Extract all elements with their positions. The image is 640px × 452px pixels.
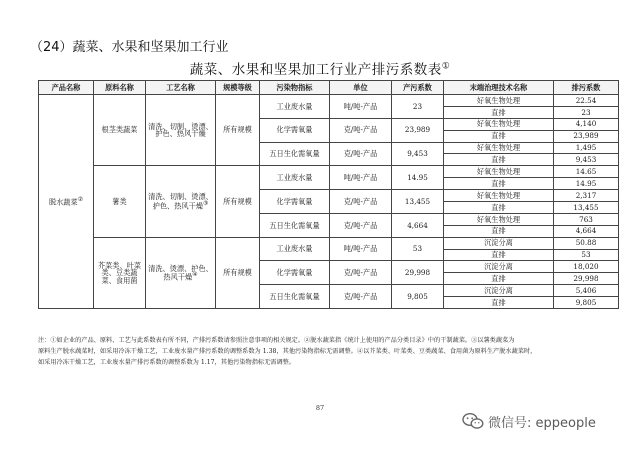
treatment-tech-cell: 直排	[444, 178, 554, 190]
table-body	[39, 95, 619, 309]
scale-cell: 所有规模	[216, 237, 260, 308]
unit-cell: 克/吨-产品	[330, 142, 392, 166]
header-row	[39, 81, 619, 95]
treatment-tech-cell: 好氧生物处理	[444, 166, 554, 178]
col-header-material: 原料名称	[94, 81, 146, 95]
col-header-scale: 规模等级	[216, 81, 260, 95]
discharge-coef-cell: 23	[554, 106, 619, 118]
table-title-text: 蔬菜、水果和坚果加工行业产排污系数表	[189, 62, 442, 78]
pollutant-cell: 化学需氧量	[260, 118, 330, 142]
treatment-tech-cell: 直排	[444, 130, 554, 142]
process-cell	[146, 95, 216, 166]
pollutant-cell: 化学需氧量	[260, 261, 330, 285]
treatment-tech-cell: 沉淀分离	[444, 261, 554, 273]
scale-cell: 所有规模	[216, 166, 260, 237]
generation-coef-cell: 23,989	[392, 118, 444, 142]
scale-cell: 所有规模	[216, 95, 260, 166]
process-cell	[146, 166, 216, 237]
discharge-coef-cell: 23,989	[554, 130, 619, 142]
discharge-coef-cell: 22.54	[554, 95, 619, 107]
treatment-tech-cell: 直排	[444, 297, 554, 309]
table-title	[0, 58, 640, 78]
treatment-tech-cell: 沉淀分离	[444, 285, 554, 297]
product-name-cell-text: 脱水蔬菜	[48, 197, 78, 207]
unit-cell: 克/吨-产品	[330, 285, 392, 309]
discharge-coef-cell: 13,455	[554, 202, 619, 214]
discharge-coef-cell: 9,805	[554, 297, 619, 309]
page-number: 87	[315, 404, 325, 412]
generation-coef-cell: 29,998	[392, 261, 444, 285]
table-row	[39, 166, 619, 178]
treatment-tech-cell: 直排	[444, 273, 554, 285]
emission-coefficient-table	[38, 80, 619, 309]
table-title-footnote-mark: ①	[441, 61, 451, 72]
discharge-coef-cell: 1,495	[554, 142, 619, 154]
discharge-coef-cell: 14.95	[554, 178, 619, 190]
treatment-tech-cell: 直排	[444, 249, 554, 261]
generation-coef-cell: 23	[392, 95, 444, 119]
treatment-tech-cell: 好氧生物处理	[444, 213, 554, 225]
unit-cell: 吨/吨-产品	[330, 166, 392, 190]
footnote-line: 注：①如企业的产品、原料、工艺与此系数表有所不同，产排污系数请参照注意事项的相关规定。②脱水蔬菜指《统计上使用的产品分类目录》中的干制蔬菜。③以薯类蔬菜为	[38, 337, 515, 344]
pollutant-cell: 五日生化需氧量	[260, 142, 330, 166]
discharge-coef-cell: 9,453	[554, 154, 619, 166]
pollutant-cell: 五日生化需氧量	[260, 285, 330, 309]
footnote-line: 原料生产脱水蔬菜时，如采用冷冻干燥工艺，工业废水量产排污系数的调整系数为 1.38，其他污染物指标无需调整。④以芥菜类、叶菜类、豆类蔬菜、食用菌为原料生产脱水蔬菜时，	[38, 348, 537, 355]
pollutant-cell: 工业废水量	[260, 166, 330, 190]
table-row	[39, 237, 619, 249]
unit-cell: 克/吨-产品	[330, 118, 392, 142]
discharge-coef-cell: 5,406	[554, 285, 619, 297]
discharge-coef-cell: 14.65	[554, 166, 619, 178]
treatment-tech-cell: 好氧生物处理	[444, 95, 554, 107]
treatment-tech-cell: 直排	[444, 106, 554, 118]
col-header-unit: 单位	[330, 81, 392, 95]
generation-coef-cell: 14.95	[392, 166, 444, 190]
treatment-tech-cell: 直排	[444, 202, 554, 214]
col-header-pollutant: 污染物指标	[260, 81, 330, 95]
process-cell	[146, 237, 216, 308]
treatment-tech-cell: 直排	[444, 154, 554, 166]
generation-coef-cell: 9,805	[392, 285, 444, 309]
unit-cell: 吨/吨-产品	[330, 95, 392, 119]
col-header-generation-coef: 产污系数	[392, 81, 444, 95]
generation-coef-cell: 9,453	[392, 142, 444, 166]
footnote-mark: ④	[192, 271, 198, 279]
discharge-coef-cell: 53	[554, 249, 619, 261]
pollutant-cell: 工业废水量	[260, 237, 330, 261]
col-header-discharge-coef: 排污系数	[554, 81, 619, 95]
pollutant-cell: 五日生化需氧量	[260, 213, 330, 237]
col-header-treatment-tech: 末端治理技术名称	[444, 81, 554, 95]
unit-cell: 吨/吨-产品	[330, 237, 392, 261]
process-cell-text: 清洗、切制、烫漂、护色、热风干燥	[148, 192, 213, 211]
footnotes	[38, 335, 623, 368]
col-header-process: 工艺名称	[146, 81, 216, 95]
discharge-coef-cell: 763	[554, 213, 619, 225]
footnote-line: 如采用冷冻干燥工艺，工业废水量产排污系数的调整系数为 1.17，其他污染物指标无需调整。	[38, 359, 296, 366]
pollutant-cell: 化学需氧量	[260, 190, 330, 214]
treatment-tech-cell: 直排	[444, 225, 554, 237]
footnote-mark: ②	[77, 196, 84, 204]
product-name-cell	[39, 95, 94, 309]
generation-coef-cell: 53	[392, 237, 444, 261]
unit-cell: 克/吨-产品	[330, 261, 392, 285]
wechat-logo-icon	[462, 412, 484, 430]
discharge-coef-cell: 29,998	[554, 273, 619, 285]
treatment-tech-cell: 好氧生物处理	[444, 118, 554, 130]
pollutant-cell: 工业废水量	[260, 95, 330, 119]
generation-coef-cell: 13,455	[392, 190, 444, 214]
material-cell: 薯类	[94, 166, 146, 237]
treatment-tech-cell: 好氧生物处理	[444, 190, 554, 202]
generation-coef-cell: 4,664	[392, 213, 444, 237]
discharge-coef-cell: 50.88	[554, 237, 619, 249]
unit-cell: 克/吨-产品	[330, 190, 392, 214]
wechat-watermark	[462, 411, 596, 431]
col-header-product: 产品名称	[39, 81, 94, 95]
footnote-mark: ③	[202, 199, 209, 207]
treatment-tech-cell: 好氧生物处理	[444, 142, 554, 154]
process-cell-text: 清洗、切制、烫漂、护色、热风干燥	[148, 121, 213, 139]
treatment-tech-cell: 沉淀分离	[444, 237, 554, 249]
unit-cell: 克/吨-产品	[330, 213, 392, 237]
watermark-text: 微信号: eppeople	[488, 415, 596, 431]
process-cell-text: 清洗、烫漂、护色、热风干燥	[148, 263, 213, 282]
table-row	[39, 95, 619, 107]
discharge-coef-cell: 4,664	[554, 225, 619, 237]
discharge-coef-cell: 4,140	[554, 118, 619, 130]
discharge-coef-cell: 2,317	[554, 190, 619, 202]
material-cell: 根茎类蔬菜	[94, 95, 146, 166]
material-cell: 芥菜类、叶菜类、豆类蔬菜、食用菌	[94, 237, 146, 308]
section-heading: （24）蔬菜、水果和坚果加工行业	[30, 40, 229, 55]
discharge-coef-cell: 18,020	[554, 261, 619, 273]
